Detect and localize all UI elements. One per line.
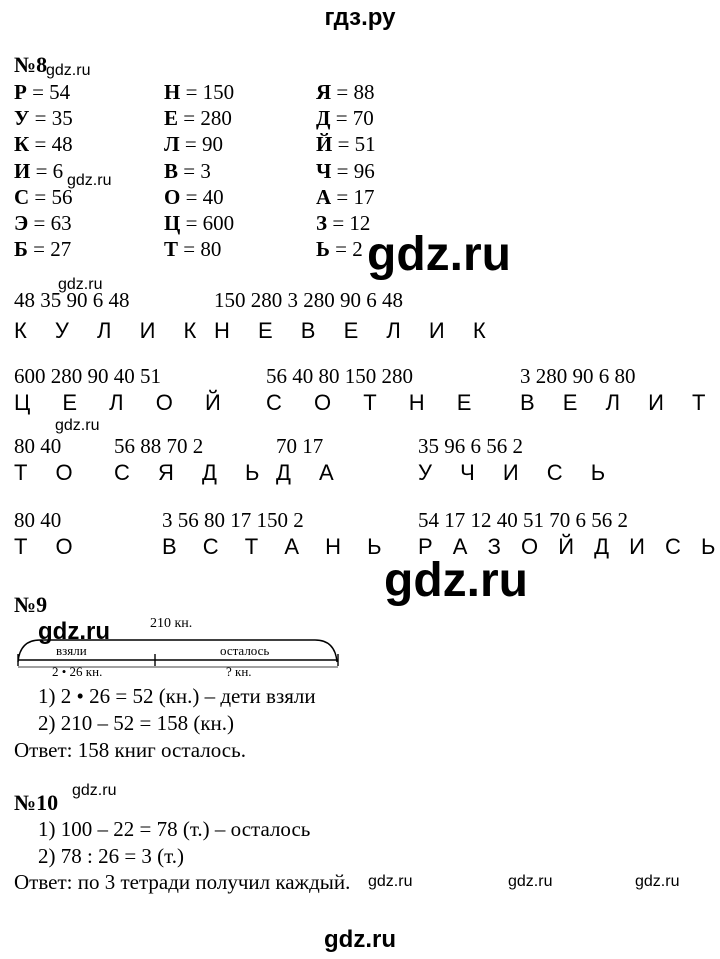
code-numbers: 56 40 80 150 280 (266, 364, 413, 388)
site-header: гдз.ру (324, 4, 396, 31)
code-value: = 96 (336, 158, 375, 183)
code-letter: Э (14, 211, 29, 235)
code-letter: О (164, 184, 181, 209)
decoded-word: Т О (14, 460, 73, 485)
code-value: = 2 (335, 237, 363, 262)
code-entry (316, 237, 363, 262)
site-footer: gdz.ru (324, 926, 396, 953)
code-letter: Ч (316, 158, 332, 183)
task9-title: №9 (14, 592, 48, 617)
answer: Ответ: 158 книг осталось. (14, 738, 246, 762)
code-value: = 54 (32, 80, 71, 104)
watermark: gdz.ru (508, 873, 553, 890)
code-value: = 70 (335, 106, 374, 131)
code-entry (316, 211, 370, 236)
code-value: = 3 (183, 158, 211, 183)
code-entry (316, 106, 374, 131)
decoded-word: Р А З О Й Д И С Ь (418, 534, 716, 559)
decoded-word: В Е Л И Т (520, 390, 706, 415)
code-letter: И (14, 158, 31, 183)
code-numbers: 150 280 3 280 90 6 48 (214, 288, 403, 312)
watermark: gdz.ru (635, 873, 680, 890)
code-numbers: 70 17 (276, 434, 324, 458)
code-entry (14, 185, 73, 210)
code-numbers: 3 56 80 17 150 2 (162, 508, 304, 532)
diagram-left-bottom-label: 2 • 26 кн. (52, 664, 103, 679)
code-letter: Я (316, 80, 332, 104)
decoded-word: С О Т Н Е (266, 390, 472, 415)
code-entry (14, 211, 72, 236)
code-entry (316, 80, 375, 105)
solution-step: 2) 210 – 52 = 158 (кн.) (38, 711, 235, 735)
task8-title: №8 (14, 52, 48, 77)
decoded-word: К У Л И К (14, 318, 197, 343)
code-numbers: 54 17 12 40 51 70 6 56 2 (418, 508, 628, 532)
code-letter: Е (164, 106, 179, 131)
code-value: = 27 (33, 237, 72, 262)
code-numbers: 3 280 90 6 80 (520, 364, 636, 388)
code-numbers: 600 280 90 40 51 (14, 364, 161, 388)
decoded-word: Н Е В Е Л И К (214, 318, 486, 343)
code-letter: К (14, 132, 30, 157)
decoded-word: Т О (14, 534, 73, 559)
code-entry (14, 132, 73, 157)
code-letter: Р (14, 80, 27, 104)
solution-step: 1) 2 • 26 = 52 (кн.) – дети взяли (38, 684, 316, 708)
code-entry (164, 185, 224, 210)
code-numbers: 80 40 (14, 508, 62, 532)
code-entry (164, 237, 221, 262)
decoded-word: Ц Е Л О Й (14, 390, 221, 415)
code-letter: Н (164, 80, 181, 104)
code-entry (164, 211, 234, 236)
watermark: gdz.ru (368, 873, 413, 890)
code-numbers: 35 96 6 56 2 (418, 434, 523, 458)
code-letter: Б (14, 237, 28, 262)
diagram-right-bottom-label: ? кн. (226, 664, 252, 679)
code-letter: У (14, 106, 30, 131)
answer: Ответ: по 3 тетради получил каждый. (14, 870, 351, 894)
code-value: = 35 (34, 106, 73, 131)
decoded-word: У Ч И С Ь (418, 460, 606, 485)
code-entry (14, 159, 63, 184)
code-value: = 6 (35, 158, 64, 183)
solution-step: 1) 100 – 22 = 78 (т.) – осталось (38, 817, 311, 841)
watermark-big: gdz.ru (384, 554, 528, 607)
code-entry (164, 80, 234, 105)
watermark-big: gdz.ru (367, 228, 511, 281)
diagram-total-label: 210 кн. (150, 616, 193, 631)
solution-step: 2) 78 : 26 = 3 (т.) (38, 844, 185, 868)
code-letter: Т (164, 237, 179, 262)
code-entry (164, 132, 223, 157)
code-value: = 150 (185, 80, 235, 104)
code-numbers: 80 40 (14, 434, 62, 458)
code-value: = 80 (183, 237, 222, 262)
watermark: gdz.ru (72, 782, 117, 799)
task10-title: №10 (14, 790, 59, 815)
code-entry (14, 237, 71, 262)
code-value: = 17 (336, 184, 375, 209)
code-value: = 56 (34, 184, 73, 209)
code-letter: Л (164, 132, 180, 157)
decoded-word: С Я Д Ь (114, 460, 260, 485)
watermark: gdz.ru (38, 618, 110, 645)
watermark: gdz.ru (67, 172, 112, 189)
code-value: = 40 (185, 184, 224, 209)
code-value: = 600 (185, 211, 235, 235)
code-letter: Й (316, 132, 333, 157)
decoded-word: В С Т А Н Ь (162, 534, 382, 559)
code-letter: А (316, 184, 332, 209)
code-value: = 48 (34, 132, 73, 157)
code-entry (164, 106, 232, 131)
code-letter: Ц (164, 211, 181, 235)
code-entry (14, 80, 70, 105)
code-entry (164, 159, 211, 184)
watermark: gdz.ru (58, 276, 103, 293)
decoded-word: Д А (276, 460, 334, 485)
code-numbers: 56 88 70 2 (114, 434, 204, 458)
diagram-left-top-label: взяли (56, 643, 87, 658)
code-letter: Ь (316, 237, 330, 262)
diagram-right-top-label: осталось (220, 643, 270, 658)
code-letter: В (164, 158, 179, 183)
code-letter: З (316, 211, 328, 235)
code-letter: С (14, 184, 30, 209)
code-numbers: 48 35 90 6 48 (14, 288, 130, 312)
code-value: = 51 (337, 132, 376, 157)
watermark: gdz.ru (46, 62, 91, 79)
code-entry (14, 106, 73, 131)
code-entry (316, 159, 375, 184)
code-entry (316, 132, 376, 157)
code-value: = 280 (183, 106, 232, 131)
code-value: = 90 (184, 132, 223, 157)
code-value: = 12 (332, 211, 371, 235)
code-value: = 63 (33, 211, 72, 235)
code-letter: Д (316, 106, 331, 131)
code-entry (316, 185, 375, 210)
code-value: = 88 (336, 80, 375, 104)
watermark: gdz.ru (55, 417, 100, 434)
